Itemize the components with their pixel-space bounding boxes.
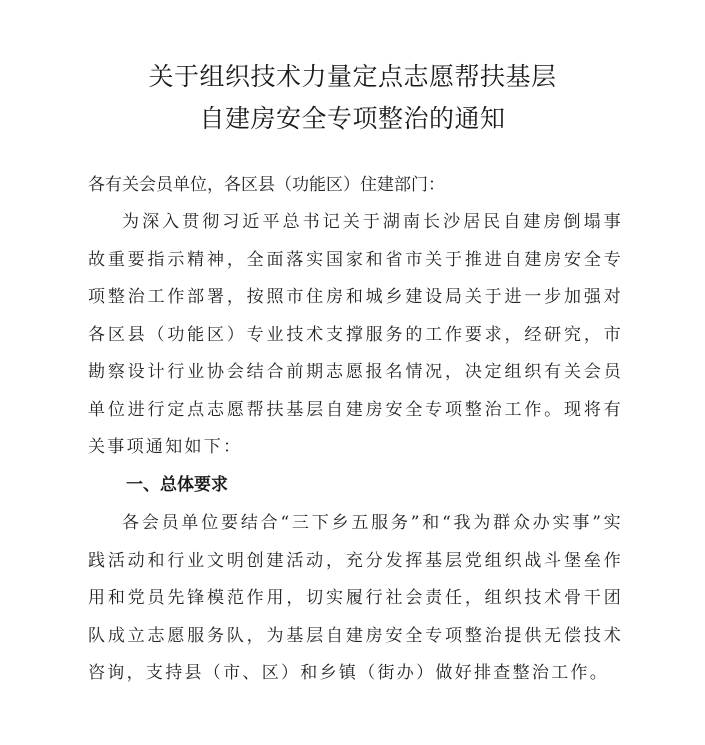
body-paragraph-1: 为深入贯彻习近平总书记关于湖南长沙居民自建房倒塌事故重要指示精神，全面落实国家和省市关于推进自建房安全专项整治工作部署，按照市住房和城乡建设局关于进一步加强对各区县（功能区）专业技术支撑服务的工作要求，经研究，市勘察设计行业协会结合前期志愿报名情况，决定组织有关会员单位进行定点志愿帮扶基层自建房安全专项整治工作。现将有关事项通知如下： — [88, 212, 623, 457]
document-title-line-1: 关于组织技术力量定点志愿帮扶基层 — [148, 62, 557, 91]
body-paragraph-2: 各会员单位要结合“三下乡五服务”和“我为群众办实事”实践活动和行业文明创建活动，充分发挥基层党组织战斗堡垒作用和党员先锋模范作用，切实履行社会责任，组织技术骨干团队成立志愿服务队，为基层自建房安全专项整治提供无偿技术咨询，支持县（市、区）和乡镇（街办）做好排查整治工作。 — [88, 513, 623, 683]
salutation: 各有关会员单位，各区县（功能区）住建部门： — [88, 175, 445, 195]
section-heading-general-requirements: 一、总体要求 — [126, 475, 228, 495]
document-title-line-2: 自建房安全专项整治的通知 — [199, 104, 506, 133]
